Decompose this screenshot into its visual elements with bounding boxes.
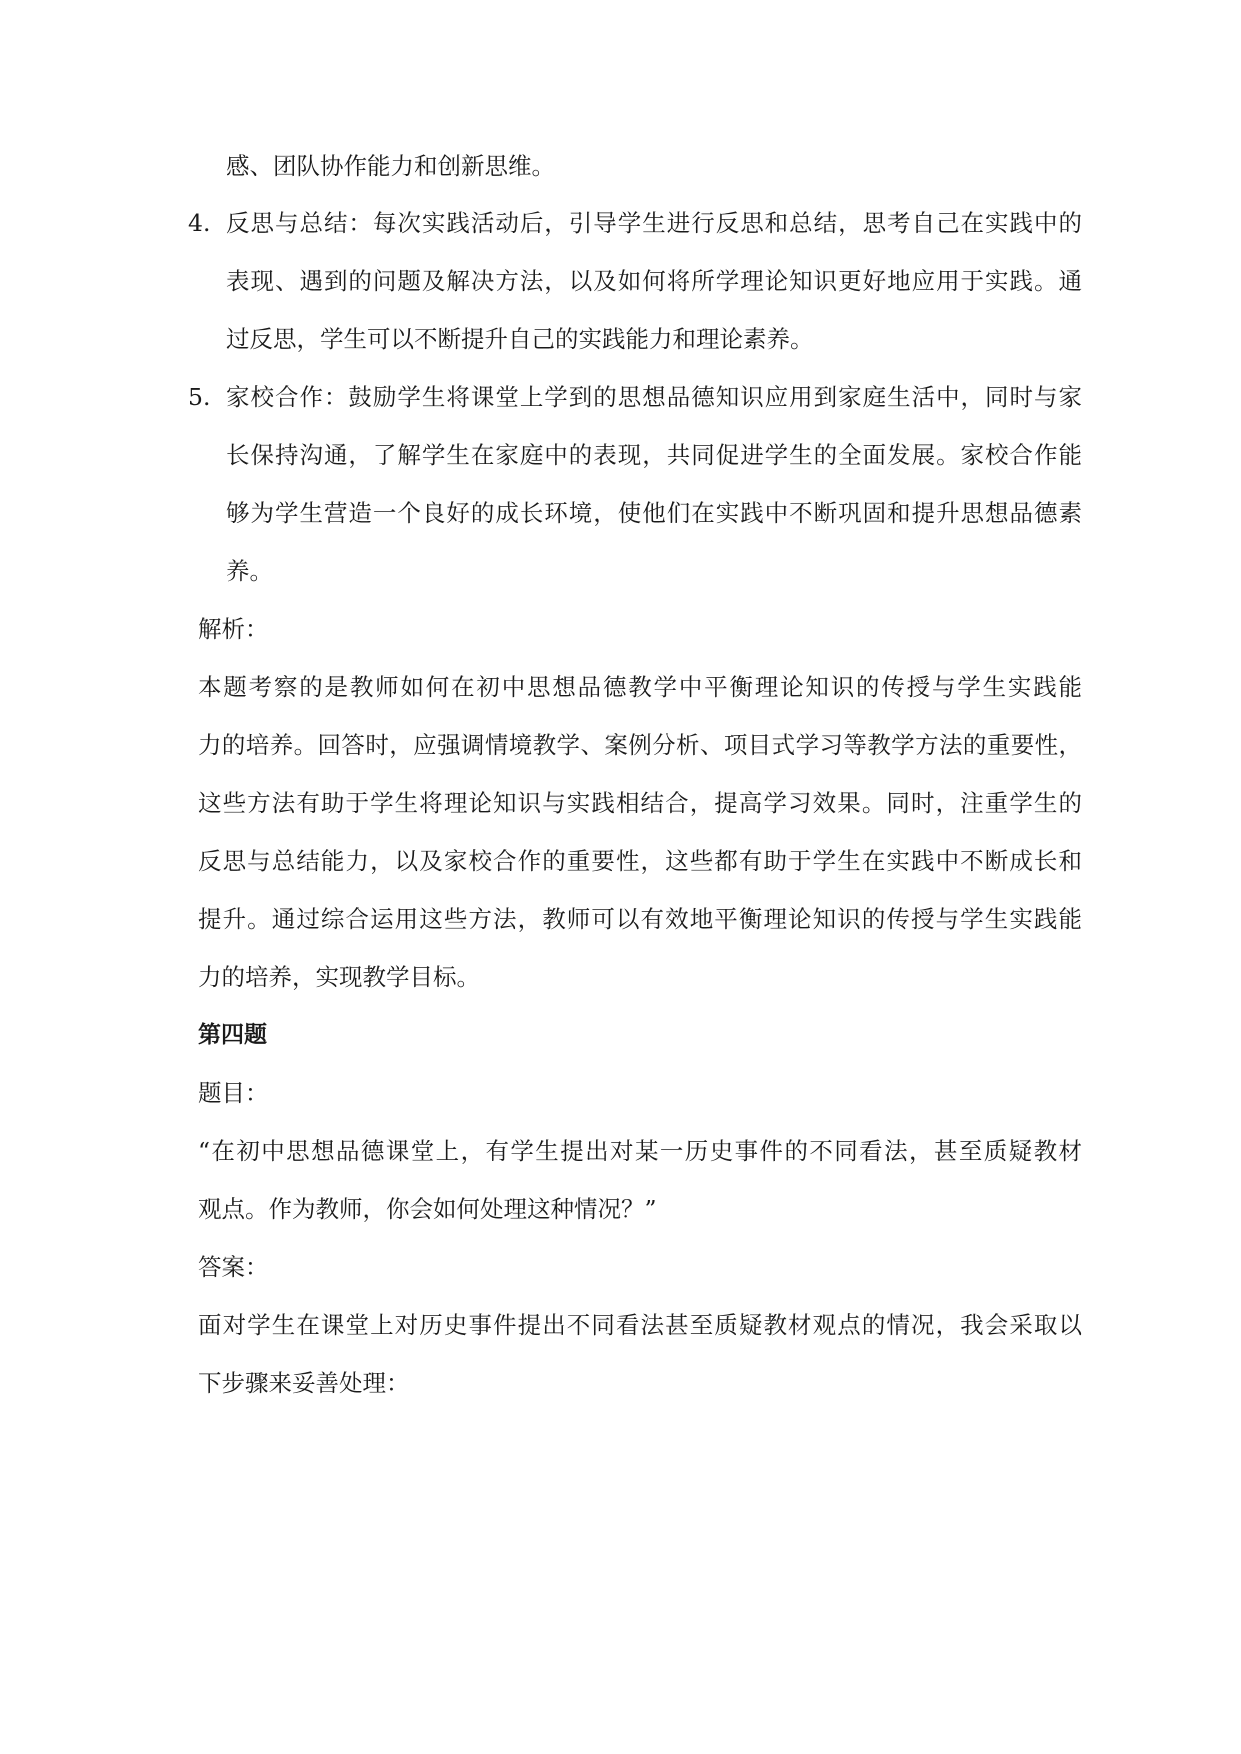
topic-line: 观点。作为教师，你会如何处理这种情况？” xyxy=(198,1195,657,1223)
list-item-4-line: 反思与总结：每次实践活动后，引导学生进行反思和总结，思考自己在实践中的 xyxy=(226,209,1082,237)
list-item-4-line: 过反思，学生可以不断提升自己的实践能力和理论素养。 xyxy=(226,325,814,353)
analysis-line: 这些方法有助于学生将理论知识与实践相结合，提高学习效果。同时，注重学生的 xyxy=(198,789,1082,817)
list-item-4-number: 4. xyxy=(188,209,211,237)
list-item-4-line: 表现、遇到的问题及解决方法，以及如何将所学理论知识更好地应用于实践。通 xyxy=(226,267,1082,295)
analysis-label: 解析： xyxy=(198,615,269,643)
analysis-line: 本题考察的是教师如何在初中思想品德教学中平衡理论知识的传授与学生实践能 xyxy=(198,673,1082,701)
list-item-5-line: 家校合作：鼓励学生将课堂上学到的思想品德知识应用到家庭生活中，同时与家 xyxy=(226,383,1082,411)
answer-line: 面对学生在课堂上对历史事件提出不同看法甚至质疑教材观点的情况，我会采取以 xyxy=(198,1311,1082,1339)
answer-label: 答案： xyxy=(198,1253,269,1281)
analysis-line: 提升。通过综合运用这些方法，教师可以有效地平衡理论知识的传授与学生实践能 xyxy=(198,905,1082,933)
list-item-5-line: 长保持沟通，了解学生在家庭中的表现，共同促进学生的全面发展。家校合作能 xyxy=(226,441,1082,469)
section-heading: 第四题 xyxy=(198,1022,267,1048)
list-continuation-line: 感、团队协作能力和创新思维。 xyxy=(226,152,555,180)
answer-line: 下步骤来妥善处理： xyxy=(198,1369,410,1397)
list-item-5-line: 养。 xyxy=(226,557,273,585)
list-item-5-number: 5. xyxy=(188,383,211,411)
analysis-line: 力的培养，实现教学目标。 xyxy=(198,963,480,991)
topic-line: “在初中思想品德课堂上，有学生提出对某一历史事件的不同看法，甚至质疑教材 xyxy=(198,1137,1082,1165)
analysis-line: 反思与总结能力，以及家校合作的重要性，这些都有助于学生在实践中不断成长和 xyxy=(198,847,1082,875)
topic-label: 题目： xyxy=(198,1079,269,1107)
list-item-5-line: 够为学生营造一个良好的成长环境，使他们在实践中不断巩固和提升思想品德素 xyxy=(226,499,1082,527)
analysis-line: 力的培养。回答时，应强调情境教学、案例分析、项目式学习等教学方法的重要性， xyxy=(198,731,1082,759)
